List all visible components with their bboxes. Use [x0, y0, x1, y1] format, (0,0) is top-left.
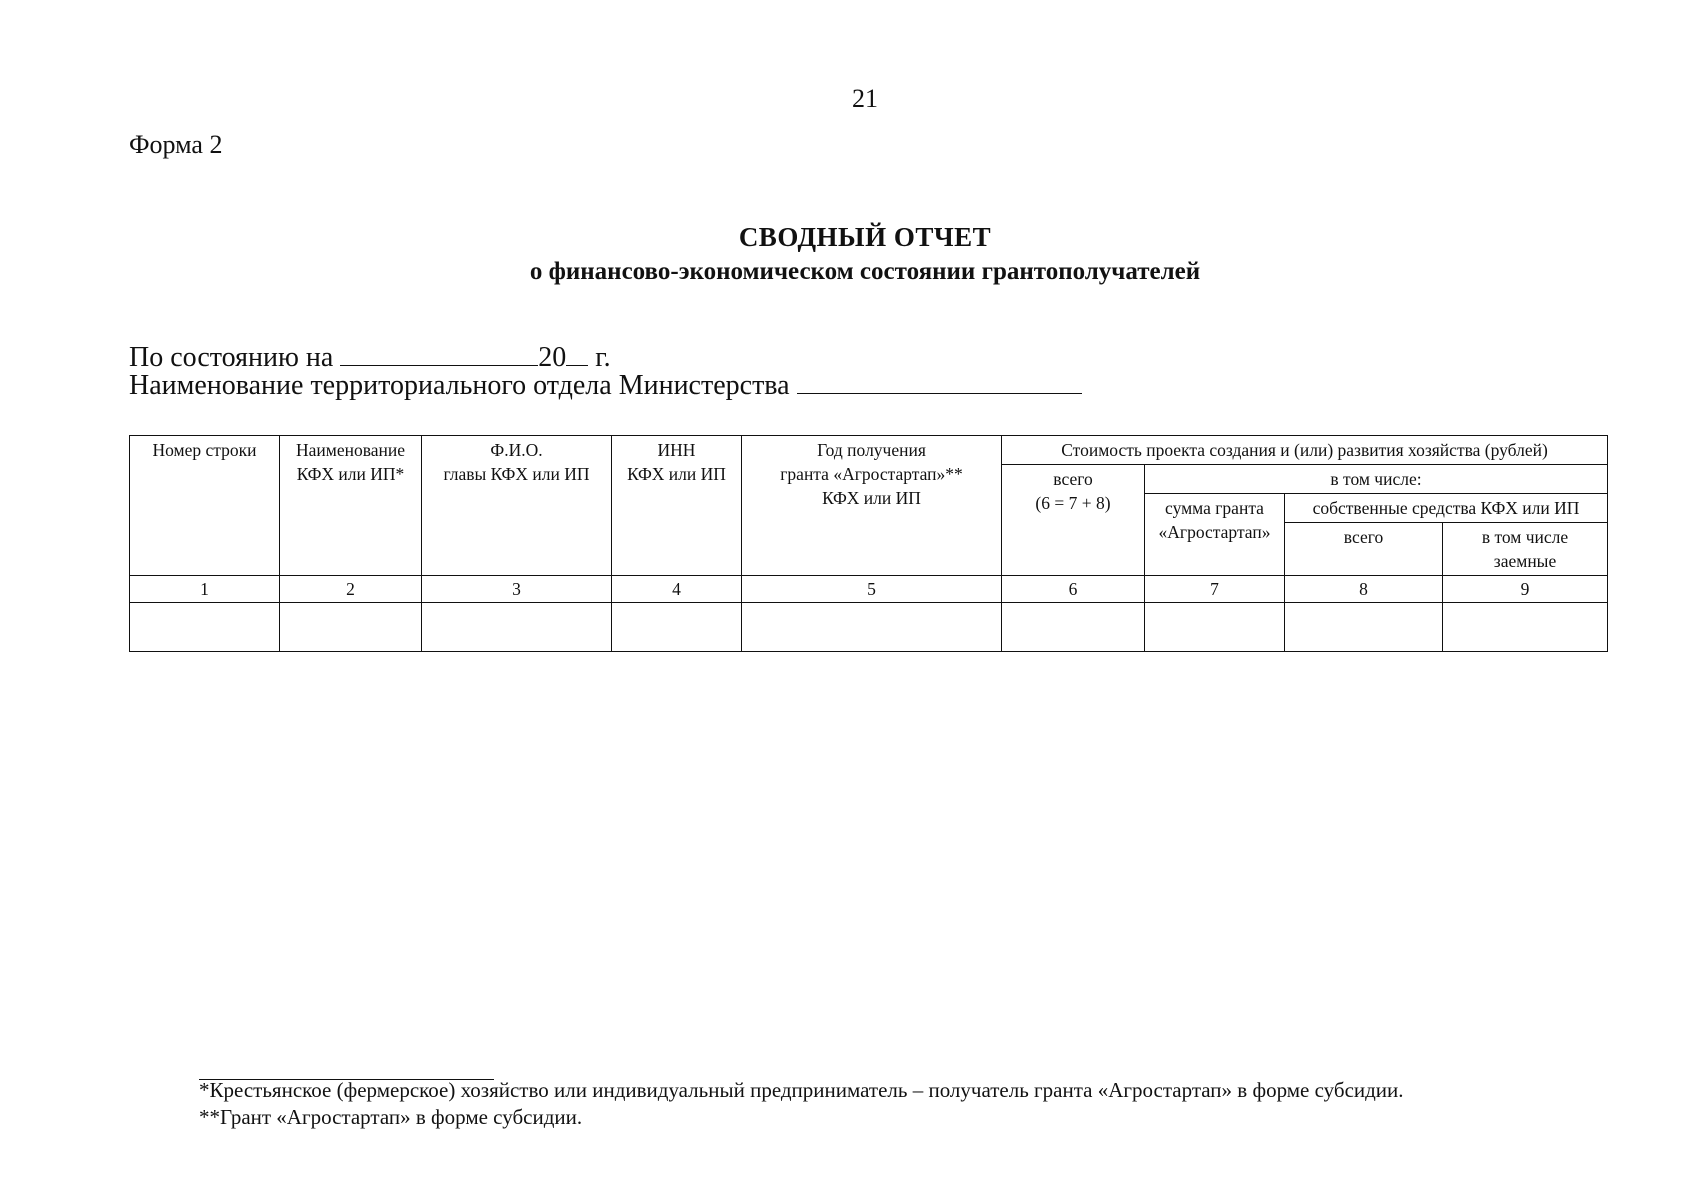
- empty-cell: [1443, 603, 1608, 652]
- col-number: 7: [1145, 576, 1285, 603]
- year-prefix: 20: [538, 342, 567, 373]
- form-label: Форма 2: [129, 130, 223, 159]
- col-number: 8: [1285, 576, 1443, 603]
- column-number-row: [130, 576, 1608, 603]
- page-number: 21: [852, 84, 878, 113]
- col-number: 3: [422, 576, 612, 603]
- date-blank: [340, 345, 538, 366]
- empty-cell: [130, 603, 280, 652]
- report-subtitle: о финансово-экономическом состоянии грантополучателей: [529, 258, 1201, 285]
- empty-cell: [742, 603, 1002, 652]
- col-number: 5: [742, 576, 1002, 603]
- header-including: в том числе:: [1145, 465, 1608, 494]
- report-table: [129, 435, 1608, 652]
- header-grant-year: Год получения гранта «Агростартап»** КФХ или ИП: [742, 436, 1002, 576]
- header-project-cost: Стоимость проекта создания и (или) развития хозяйства (рублей): [1002, 436, 1608, 465]
- empty-cell: [1002, 603, 1145, 652]
- header-row-number: Номер строки: [130, 436, 280, 576]
- header-own-total: всего: [1285, 523, 1443, 576]
- footnote-1: *Крестьянское (фермерское) хозяйство или индивидуальный предприниматель – получатель гранта «Агростартап» в форме субсидии.: [199, 1078, 1404, 1102]
- col-number: 4: [612, 576, 742, 603]
- year-blank: [566, 345, 588, 366]
- footnote-2: **Грант «Агростартап» в форме субсидии.: [199, 1105, 583, 1129]
- empty-cell: [612, 603, 742, 652]
- header-head-name: Ф.И.О. главы КФХ или ИП: [422, 436, 612, 576]
- report-title: СВОДНЫЙ ОТЧЕТ: [738, 222, 992, 252]
- header-total-cost: всего (6 = 7 + 8): [1002, 465, 1145, 576]
- col-number: 1: [130, 576, 280, 603]
- col-number: 2: [280, 576, 422, 603]
- header-grant-amount: сумма гранта «Агростартап»: [1145, 494, 1285, 576]
- department-line: [129, 370, 1082, 402]
- department-blank: [797, 373, 1082, 394]
- empty-cell: [1285, 603, 1443, 652]
- header-own-borrowed: в том числе заемные: [1443, 523, 1608, 576]
- table-row: [130, 603, 1608, 652]
- department-label: Наименование территориального отдела Министерства: [129, 370, 790, 401]
- empty-cell: [1145, 603, 1285, 652]
- empty-cell: [422, 603, 612, 652]
- col-number: 6: [1002, 576, 1145, 603]
- empty-cell: [280, 603, 422, 652]
- header-entity-name: Наименование КФХ или ИП*: [280, 436, 422, 576]
- year-suffix: г.: [595, 342, 611, 373]
- col-number: 9: [1443, 576, 1608, 603]
- date-label: По состоянию на: [129, 342, 334, 373]
- header-own-funds: собственные средства КФХ или ИП: [1285, 494, 1608, 523]
- header-inn: ИНН КФХ или ИП: [612, 436, 742, 576]
